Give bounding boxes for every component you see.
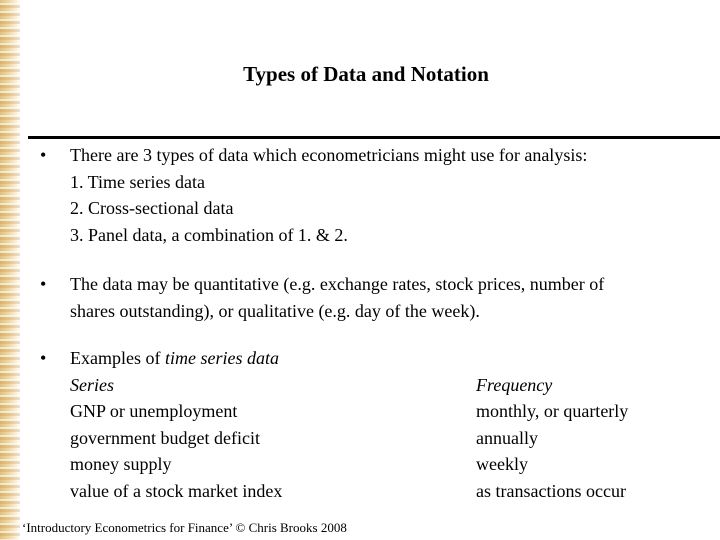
bullet-line: There are 3 types of data which econometricians might use for analysis: [70, 145, 588, 165]
bullet-intro-italic: time series data [164, 348, 279, 368]
bullet-line: shares outstanding), or qualitative (e.g. day of the week). [70, 300, 480, 321]
bullet-marker: • [40, 348, 47, 368]
frequency-cell: as transactions occur [476, 480, 626, 501]
bullet-body [70, 271, 604, 324]
frequency-cell: weekly [476, 454, 528, 474]
column-header-series: Series [70, 374, 114, 395]
list-item: 3. Panel data, a combination of 1. & 2. [70, 224, 348, 245]
frequency-cell: annually [476, 427, 538, 448]
series-cell: GNP or unemployment [70, 401, 238, 421]
bullet-marker: • [40, 274, 47, 294]
column-header-frequency: Frequency [476, 374, 553, 395]
table-row [70, 478, 626, 505]
slide-title: Types of Data and Notation [243, 62, 489, 86]
table-row [70, 398, 629, 425]
frequency-cell: monthly, or quarterly [476, 401, 629, 421]
bullet-intro: Examples of [70, 348, 165, 368]
title-divider [28, 136, 720, 139]
footer-citation: ‘Introductory Econometrics for Finance’ © Chris Brooks 2008 [22, 520, 347, 535]
series-cell: money supply [70, 454, 172, 474]
series-cell: government budget deficit [70, 427, 260, 448]
bullet-line: The data may be quantitative (e.g. exchange rates, stock prices, number of [70, 274, 605, 294]
bullet-line [70, 345, 279, 372]
bullet-body [70, 345, 629, 504]
list-item: 2. Cross-sectional data [70, 198, 234, 218]
series-cell: value of a stock market index [70, 480, 283, 501]
bullet-body [70, 142, 587, 248]
list-item: 1. Time series data [70, 171, 205, 192]
table-header-row [70, 372, 553, 399]
table-row [70, 425, 538, 452]
bullet-marker: • [40, 145, 47, 165]
table-row [70, 451, 528, 478]
